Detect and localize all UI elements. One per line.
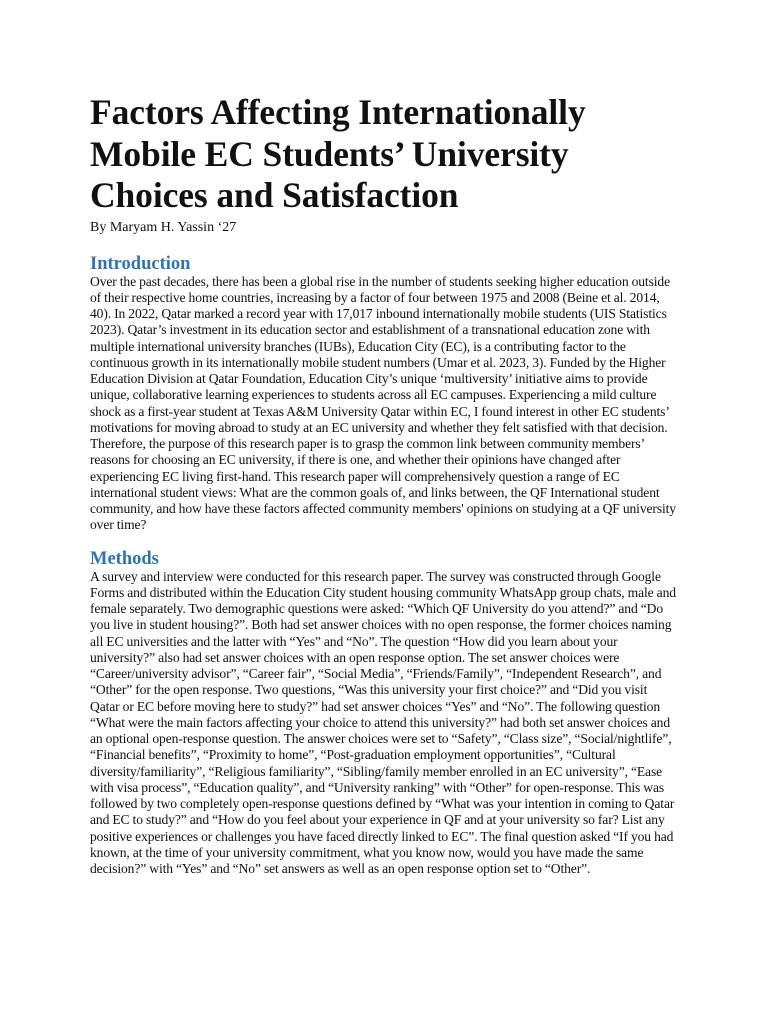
- introduction-body: Over the past decades, there has been a global rise in the number of students seeking higher education outside of their respective home countries, increasing by a factor of four between 1975 and 2008 (Beine et al. 2014, 40). In 2022, Qatar marked a record year with 17,017 inbound internationally mobile students (UIS Statistics 2023). Qatar’s investment in its education sector and establishment of a transnational education zone with multiple international university branches (IUBs), Education City (EC), is a contributing factor to the continuous growth in its internationally mobile student numbers (Umar et al. 2023, 3). Funded by the Higher Education Division at Qatar Foundation, Education City’s unique ‘multiversity’ initiative aims to provide unique, collaborative learning experiences to students across all EC campuses. Experiencing a mild culture shock as a first-year student at Texas A&M University Qatar within EC, I found interest in other EC students’ motivations for moving abroad to study at an EC university and whether they felt satisfied with that decision. Therefore, the purpose of this research paper is to grasp the common link between community members’ reasons for choosing an EC university, if there is one, and whether their opinions have changed after experiencing EC living first-hand. This research paper will comprehensively question a range of EC international student views: What are the common goals of, and links between, the QF International student community, and how have these factors affected community members' opinions on studying at a QF university over time?: [90, 273, 676, 533]
- introduction-heading: Introduction: [90, 253, 191, 274]
- author-byline: By Maryam H. Yassin ‘27: [90, 219, 237, 235]
- paper-title: Factors Affecting Internationally Mobile EC Students’ University Choices and Satisfaction: [90, 92, 586, 215]
- methods-body: A survey and interview were conducted for this research paper. The survey was constructed through Google Forms and distributed within the Education City student housing community WhatsApp group chats, male and female separately. Two demographic questions were asked: “Which QF University do you attend?” and “Do you live in student housing?”. Both had set answer choices with no open response, the former choices naming all EC universities and the latter with “Yes” and “No”. The question “How did you learn about your university?” also had set answer choices with an open response option. The set answer choices were “Career/university advisor”, “Career fair”, “Social Media”, “Friends/Family”, “Independent Research”, and “Other” for the open response. Two questions, “Was this university your first choice?” and “Did you visit Qatar or EC before moving here to study?” had set answer choices “Yes” and “No”. The following question “What were the main factors affecting your choice to attend this university?” had both set answer choices and an optional open-response question. The answer choices were set to “Safety”, “Class size”, “Social/nightlife”, “Financial benefits”, “Proximity to home”, “Post-graduation employment opportunities”, “Cultural diversity/familiarity”, “Religious familiarity”, “Sibling/family member enrolled in an EC university”, “Ease with visa process”, “Education quality”, and “University ranking” with “Other” for open-response. This was followed by two completely open-response questions defined by “What was your intention in coming to Qatar and EC to study?” and “How do you feel about your experience in QF and at your university so far? List any positive experiences or challenges you have faced directly linked to EC”. The final question asked “If you had known, at the time of your university commitment, what you know now, would you have made the same decision?” with “Yes” and “No” set answers as well as an open response option set to “Other”.: [90, 568, 676, 876]
- methods-heading: Methods: [90, 548, 159, 569]
- document-page: [90, 92, 678, 877]
